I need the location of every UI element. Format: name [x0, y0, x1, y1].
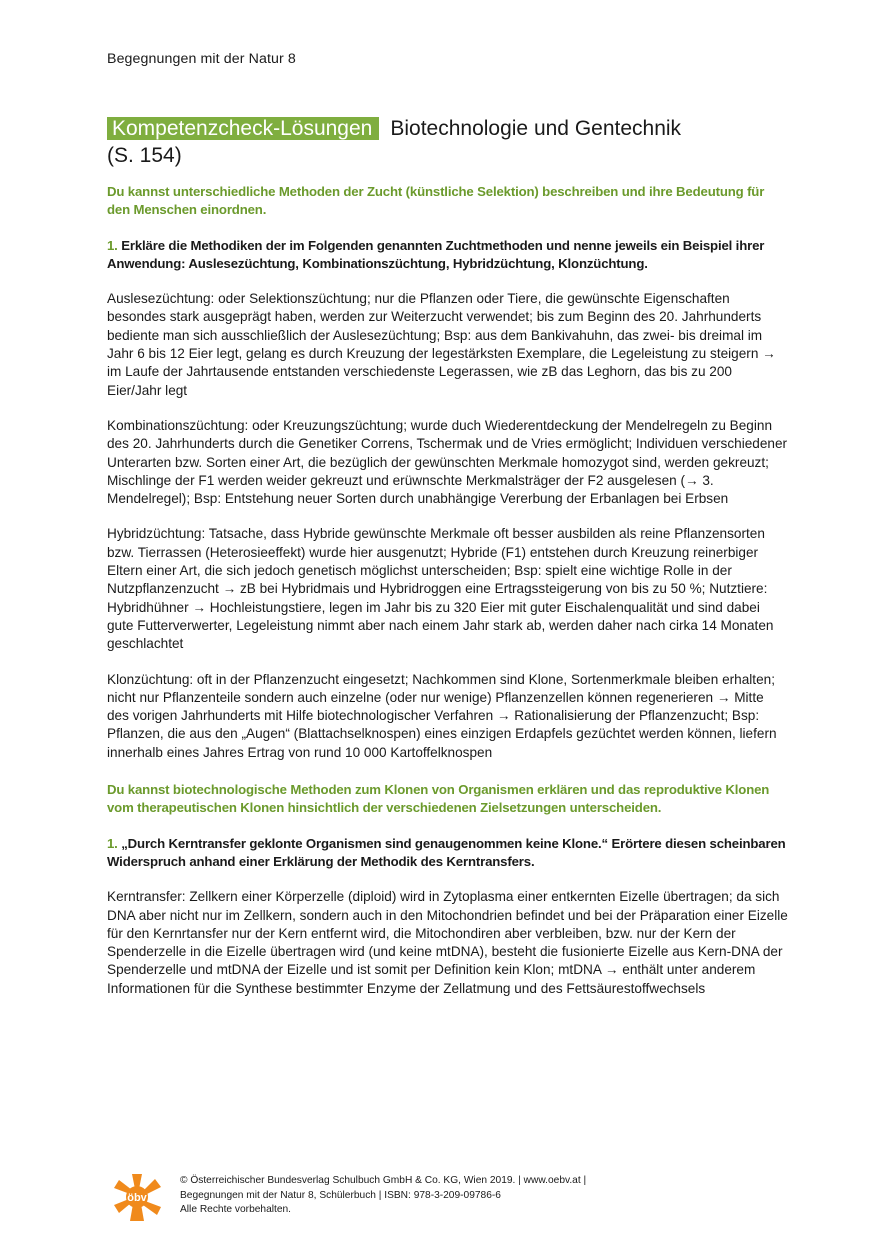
title-main: Biotechnologie und Gentechnik [390, 117, 682, 140]
oebv-logo-icon [111, 1171, 163, 1223]
task-text: Erkläre die Methodiken der im Folgenden genannten Zuchtmethoden und nenne jeweils ein Beispiel ihrer Anwendung: Auslesezüchtung, Kombinationszüchtung, Hybridzüchtung, Klonzüchtung. [107, 237, 765, 271]
task-question [107, 237, 789, 274]
footer-book-info: Begegnungen mit der Natur 8, Schülerbuch | ISBN: 978-3-209-09786-6 [180, 1189, 501, 1201]
footer-text [180, 1174, 586, 1218]
answer-paragraph: Auslesezüchtung: oder Selektionszüchtung; nur die Pflanzen oder Tiere, die gewünschte Eigenschaften besondes stark ausgeprägt haben, werden zur Weiterzucht verwendet; bis zum Beginn des 20. Jahrhunderts bediente man sich ausschließlich der Auslesezüchtung; Bsp: aus dem Bankivahuhn, das zwei- bis dreimal im Jahr 6 bis 12 Eier legt, gelang es durch Kreuzung der legestärksten Exemplare, die Legeleistung zu steigern → im Laufe der Jahrtausende entstanden verschiedenste Legerassen, wie zB das Leghorn, das bis zu 200 Eier/Jahr legt [107, 291, 776, 398]
competence-statement: Du kannst unterschiedliche Methoden der Zucht (künstliche Selektion) beschreiben und ihre Bedeutung für den Menschen einordnen. [107, 184, 765, 218]
title-badge: Kompetenzcheck-Lösungen [107, 117, 379, 140]
running-header: Begegnungen mit der Natur 8 [107, 51, 296, 67]
task-number: 1. [107, 835, 118, 851]
footer-rights: Alle Rechte vorbehalten. [180, 1204, 291, 1216]
competence-statement: Du kannst biotechnologische Methoden zum Klonen von Organismen erklären und das reproduktive Klonen vom therapeutischen Klonen hinsichtlich der verschiedenen Zielsetzungen unterscheiden. [107, 782, 770, 816]
logo-text: öbv [127, 1192, 147, 1204]
content [107, 183, 789, 998]
task-text: „Durch Kerntransfer geklonte Organismen sind genaugenommen keine Klone.“ Erörtere diesen scheinbaren Widerspruch anhand einer Erklärung der Methodik des Kerntransfers. [107, 835, 786, 869]
answer-paragraph: Klonzüchtung: oft in der Pflanzenzucht eingesetzt; Nachkommen sind Klone, Sortenmerkmale bleiben erhalten; nicht nur Pflanzenteile sondern auch einzelne (oder nur wenige) Pflanzenzellen können regenerieren → Mitte des vorigen Jahrhunderts mit Hilfe biotechnologischer Verfahren → Rationalisierung der Pflanzenzucht; Bsp: Pflanzen, die aus den „Augen“ (Blattachselknospen) eines einzigen Erdapfels gezüchtet werden können, liefern innerhalb eines Jahres Ertrag von rund 10 000 Kartoffelknospen [107, 671, 777, 760]
answer-paragraph: Kerntransfer: Zellkern einer Körperzelle (diploid) wird in Zytoplasma einer entkernten Eizelle übertragen; da sich DNA aber nicht nur im Zellkern, sondern auch in den Mitochondrien befindet und bei der Präparation einer Eizelle für den Kernrtansfer nur der Kern entfernt wird, die Mitochondiren aber verbleiben, bzw. nur der Kern der Spenderzelle in die Eizelle übertragen wird (und keine mtDNA), besteht die fusionierte Eizelle aus Kern-DNA der Spenderzelle und mtDNA der Eizelle und ist somit per Definition kein Klon; mtDNA → enthält unter anderem Informationen für die Synthese bestimmter Enzyme der Zellatmung und des Fettsäurestoffwechsels [107, 889, 788, 996]
task-number: 1. [107, 237, 118, 253]
title-page-ref: (S. 154) [107, 144, 182, 167]
answer-paragraph: Kombinationszüchtung: oder Kreuzungszüchtung; wurde duch Wiederentdeckung der Mendelregeln zu Beginn des 20. Jahrhunderts durch die Genetiker Correns, Tschermak und de Vries ermöglicht; Individuen verschiedener Unterarten bzw. Sorten einer Art, die bezüglich der gewünschten Merkmale homozygot sind, werden gekreuzt; Mischlinge der F1 werden weider gekreuzt und erüwnschte Merkmalsträger der F2 ausgelesen (→ 3. Mendelregel); Bsp: Entstehung neuer Sorten durch unabhängige Vererbung der Erbanlagen bei Erbsen [107, 417, 788, 507]
answer-paragraph: Hybridzüchtung: Tatsache, dass Hybride gewünschte Merkmale oft besser ausbilden als reine Pflanzensorten bzw. Tierrassen (Heterosieeffekt) wurde hier ausgenutzt; Hybride (F1) entstehen durch Kreuzung reinerbiger Eltern einer Art, die sich jedoch genetisch möglichst unterscheiden; Bsp: spielt eine wichtige Rolle in der Nutzpflanzenzucht → zB bei Hybridmais und Hybridroggen eine Ertragssteigerung von bis zu 50 %; Nutztiere: Hybridhühner → Hochleistungstiere, legen im Jahr bis zu 320 Eier mit guter Eischalenqualität und sind dabei gute Futterverwerter, Legeleistung nimmt aber nach einem Jahr stark ab, werden daher nach cirka 14 Monaten geschlachtet [107, 526, 774, 652]
task-question [107, 835, 789, 872]
page-title [107, 115, 789, 169]
footer-copyright: © Österreichischer Bundesverlag Schulbuch GmbH & Co. KG, Wien 2019. | www.oebv.at | [180, 1175, 587, 1186]
